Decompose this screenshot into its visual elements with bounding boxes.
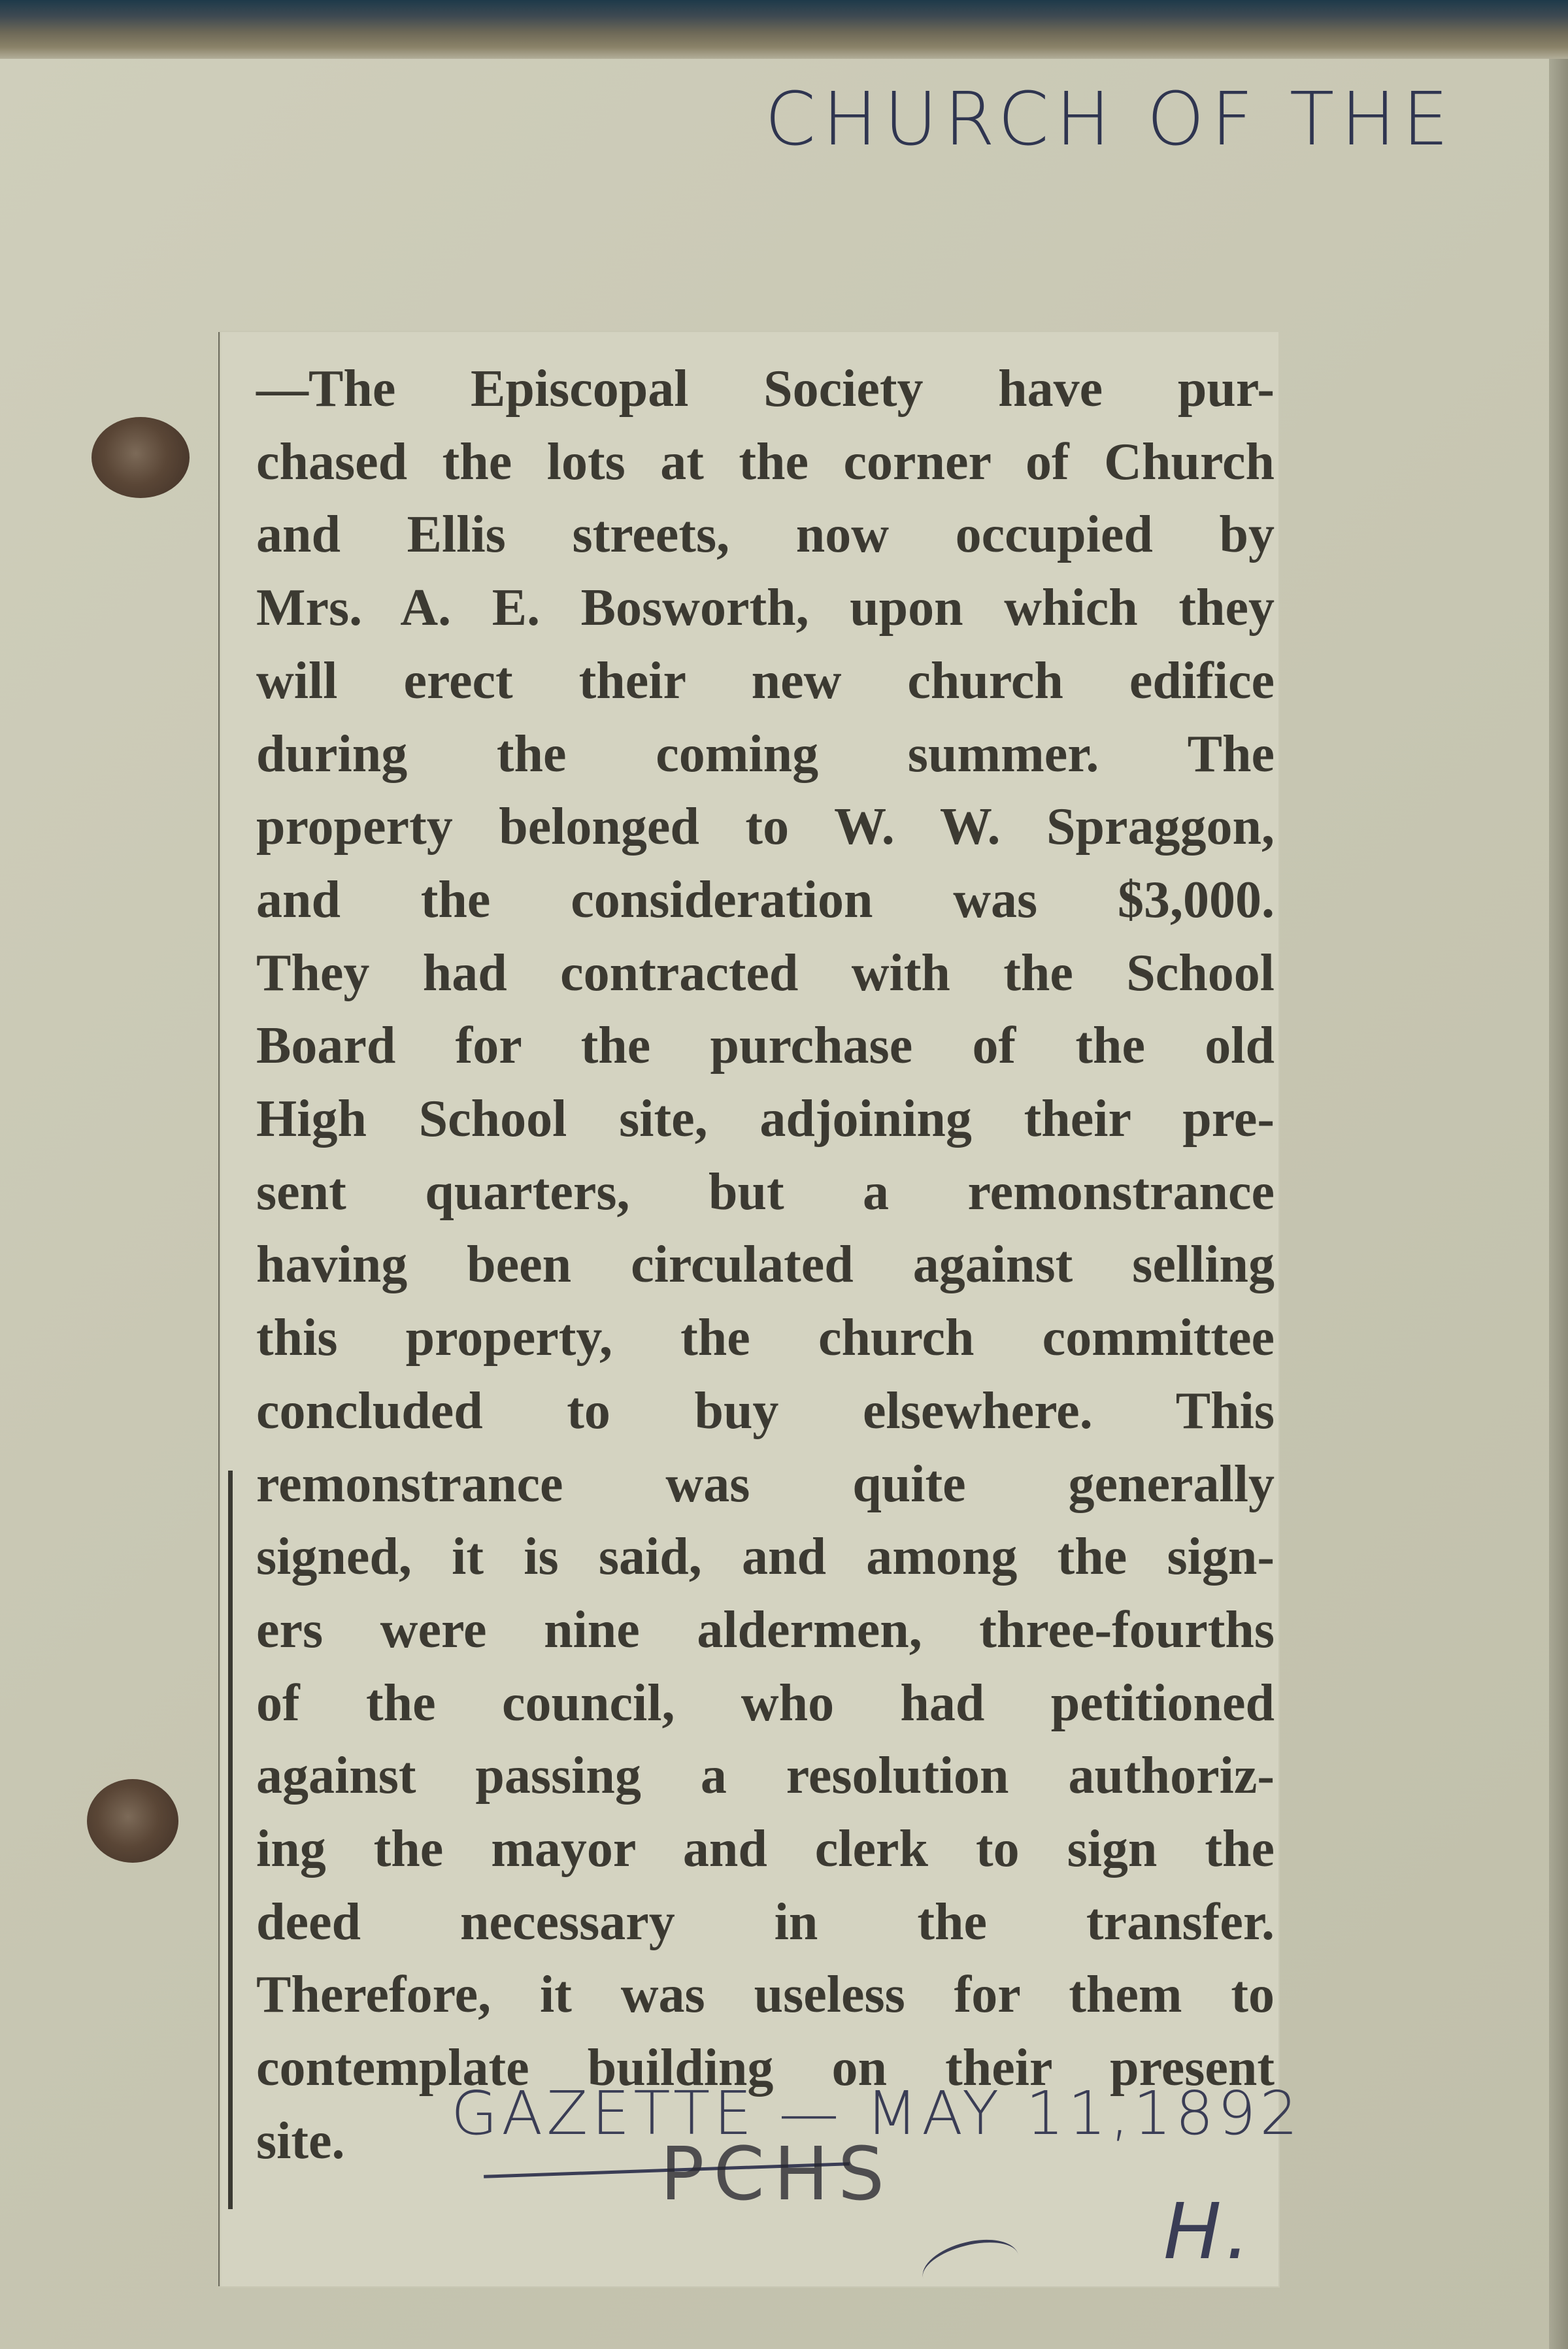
- handwritten-initials: H.: [1163, 2186, 1254, 2276]
- article-line: signed, it is said, and among the sign-: [256, 1528, 1275, 1586]
- article-line: High School site, adjoining their pre-: [256, 1090, 1275, 1148]
- article-line: Mrs. A. E. Bosworth, upon which they: [256, 579, 1275, 637]
- handwritten-date: GAZETTE — MAY 11,1892: [451, 2078, 1302, 2148]
- page-right-edge: [1549, 59, 1568, 2349]
- article-line: against passing a resolution authoriz-: [256, 1747, 1275, 1805]
- article-line: and the consideration was $3,000.: [256, 871, 1275, 929]
- article-line: site.: [256, 2112, 345, 2170]
- article-line: will erect their new church edifice: [256, 652, 1275, 710]
- article-line: ers were nine aldermen, three-fourths: [256, 1601, 1275, 1659]
- article-line: sent quarters, but a remonstrance: [256, 1163, 1275, 1221]
- article-line: ing the mayor and clerk to sign the: [256, 1820, 1275, 1878]
- article-line: Board for the purchase of the old: [256, 1017, 1275, 1075]
- article-line: of the council, who had petitioned: [256, 1674, 1275, 1732]
- article-line: remonstrance was quite generally: [256, 1455, 1275, 1513]
- article-line: They had contracted with the School: [256, 944, 1275, 1002]
- article-line: deed necessary in the transfer.: [256, 1893, 1275, 1951]
- watermark-text: PCHS: [660, 2132, 894, 2217]
- punch-hole-top: [92, 417, 190, 498]
- article-line: chased the lots at the corner of Church: [256, 433, 1275, 491]
- punch-hole-bottom: [87, 1779, 178, 1863]
- article-text: [256, 353, 1275, 2178]
- handwritten-title: CHURCH OF THE: [765, 77, 1456, 162]
- article-line: —The Episcopal Society have pur-: [256, 360, 1275, 418]
- article-line: Therefore, it was useless for them to: [256, 1966, 1275, 2024]
- article-line: this property, the church committee: [256, 1309, 1275, 1367]
- article-line: having been circulated against selling: [256, 1236, 1275, 1294]
- article-line: property belonged to W. W. Spraggon,: [256, 798, 1275, 856]
- article-line: and Ellis streets, now occupied by: [256, 506, 1275, 564]
- clipping-edge-shadow: [228, 1471, 233, 2209]
- article-line: contemplate building on their present: [256, 2039, 1275, 2097]
- background-edge: [0, 0, 1568, 59]
- article-line: concluded to buy elsewhere. This: [256, 1382, 1275, 1440]
- article-line: during the coming summer. The: [256, 725, 1275, 783]
